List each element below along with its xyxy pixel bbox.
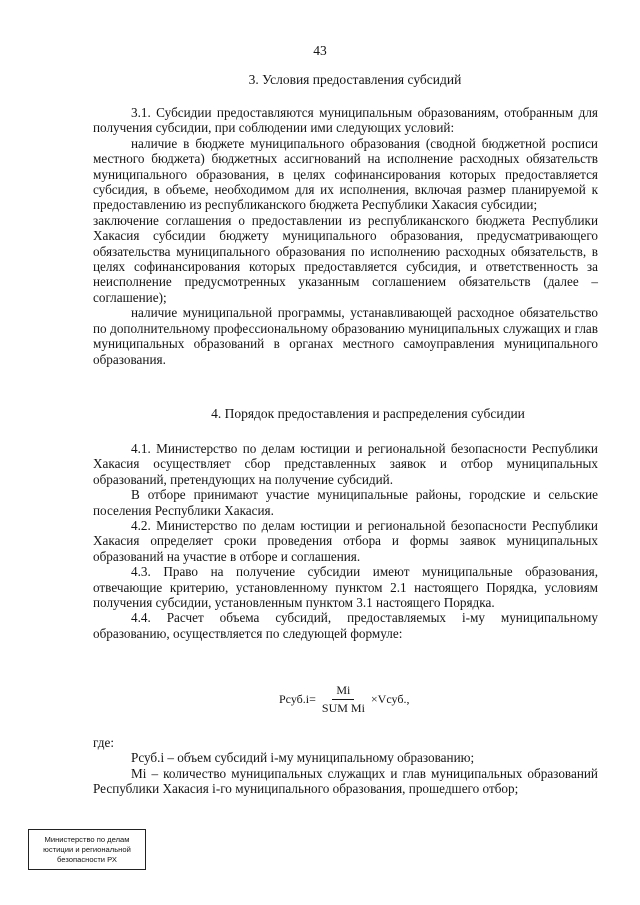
definition-rsub: Рсуб.i – объем субсидий i-му муниципальному образованию; (131, 750, 475, 766)
subsidy-formula (279, 678, 409, 720)
paragraph-3-1: 3.1. Субсидии предоставляются муниципальным образованиям, отобранным для получения субсидии, при соблюдении ими следующих условий: (93, 105, 598, 136)
paragraph-4-2: 4.2. Министерство по делам юстиции и региональной безопасности Республики Хакасия определяет сроки проведения отбора и формы заявок муниципальных образований на участие в отборе и соглашения. (93, 518, 598, 564)
paragraph-4-1-participants: В отборе принимают участие муниципальные районы, городские и сельские поселения Республики Хакасия. (93, 487, 598, 518)
formula-fraction (318, 683, 369, 716)
paragraph-4-1: 4.1. Министерство по делам юстиции и региональной безопасности Республики Хакасия осуществляет сбор представленных заявок и отбор муниципальных образований, претендующих на получение субсидий. (93, 441, 598, 487)
formula-denominator: SUM Mi (321, 700, 365, 715)
formula-numerator: Mi (332, 683, 354, 700)
page-number: 43 (313, 43, 327, 58)
formula-rhs: ×Vсуб., (370, 691, 410, 706)
formula-definitions (93, 735, 598, 797)
stamp-line: юстиции и региональной (43, 844, 131, 854)
paragraph-condition-budget: наличие в бюджете муниципального образования (сводной бюджетной росписи местного бюджета) бюджетных ассигнований на исполнение расходных обязательств муниципального образования, в целях софинансирования которых предоставляется субсидия, в объеме, необходимом для их исполнения, включая размер планируемой к предоставлению из республиканского бюджета Республики Хакасия субсидии; (93, 135, 598, 213)
stamp-line: безопасности РХ (57, 854, 117, 864)
definition-mi: Mi – количество муниципальных служащих и глав муниципальных образований Республики Хакасия i-го муниципального образования, прошедшего отбор; (93, 765, 598, 797)
ministry-stamp (28, 829, 146, 870)
section-4-heading: 4. Порядок предоставления и распределения субсидии (211, 406, 525, 421)
paragraph-4-4: 4.4. Расчет объема субсидий, предоставляемых i-му муниципальному образованию, осуществляется по следующей формуле: (93, 610, 598, 641)
formula-lhs: Рсуб.i= (279, 691, 316, 706)
section-3-body (93, 105, 598, 367)
stamp-line: Министерство по делам (44, 834, 130, 844)
paragraph-condition-agreement: заключение соглашения о предоставлении из республиканского бюджета Республики Хакасия субсидии бюджету муниципального образования, предусматривающего обязательства муниципального образования по исполнению расходных обязательств, в целях софинансирования которых предоставляется субсидия, и ответственность за неисполнение предусмотренных указанным соглашением обязательств (далее – соглашение); (93, 212, 598, 305)
paragraph-condition-program: наличие муниципальной программы, устанавливающей расходное обязательство по дополнительному профессиональному образованию муниципальных служащих и глав муниципальных образований в органах местного самоуправления муниципального образования. (93, 305, 598, 367)
section-4-body (93, 441, 598, 641)
paragraph-4-3: 4.3. Право на получение субсидии имеют муниципальные образования, отвечающие критерию, установленному пунктом 2.1 настоящего Порядка, условиям получения субсидии, установленным пунктом 3.1 настоящего Порядка. (93, 564, 598, 611)
section-3-heading: 3. Условия предоставления субсидий (248, 72, 462, 87)
definitions-where: где: (93, 735, 114, 750)
